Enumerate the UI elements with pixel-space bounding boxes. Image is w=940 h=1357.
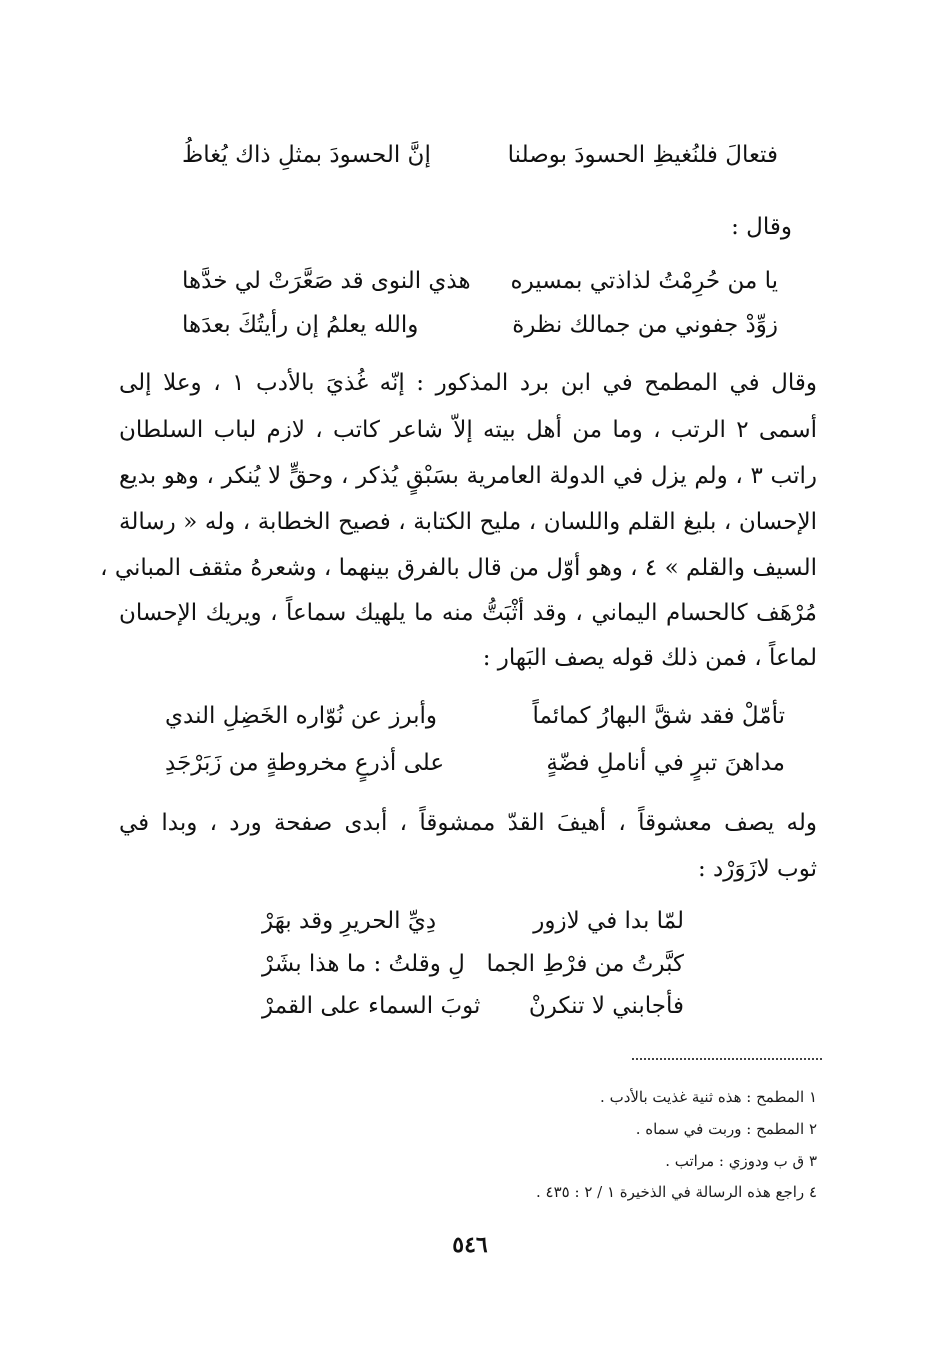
verse-line — [262, 951, 684, 981]
paragraph-line: وقال في المطمح في ابن برد المذكور : إنّه غُذيَ بالأدب ١ ، وعلا إلى — [119, 370, 817, 396]
verse-hemistich-second: إنَّ الحسودَ بمثلِ ذاك يُغاظُ — [182, 142, 431, 168]
verse-hemistich-first: فتعالَ فلنُغيظِ الحسودَ بوصلنا — [507, 142, 778, 168]
verse-hemistich-second: ثوبَ السماء على القمرْ — [262, 993, 481, 1019]
paragraph-line: لماعاً ، فمن ذلك قوله يصف البَهار : — [482, 645, 817, 671]
verse-hemistich-first: يا من حُرِمْتُ لذاذتي بمسيره — [510, 268, 778, 294]
poem-intro: وقال : — [731, 214, 792, 240]
verse-hemistich-second: وأبرز عن نُوّاره الخَضِلِ الندي — [165, 703, 438, 729]
paragraph-line: أسمى ٢ الرتب ، وما من أهل بيته إلاّ شاعر كاتب ، لازم لباب السلطان — [119, 417, 817, 443]
footnote: ١ المطمح : هذه ثنية غذيت بالأدب . — [600, 1088, 817, 1106]
verse-hemistich-second: والله يعلمُ إن رأيتُكَ بعدَها — [182, 312, 419, 338]
paragraph-line: ثوب لازَوَرْد : — [698, 856, 817, 882]
verse-line — [165, 703, 785, 733]
footnote: ٣ ق ب ودوزي : مراتب . — [665, 1152, 817, 1170]
verse-hemistich-first: لمّا بدا في لازور — [533, 908, 684, 934]
verse-line — [165, 750, 785, 780]
paragraph-line: راتب ٣ ، ولم يزل في الدولة العامرية بسَبْقٍ يُذكر ، وحقٍّ لا يُنكر ، وهو بديع — [119, 463, 818, 489]
verse-hemistich-second: على أذرعٍ مخروطةٍ من زَبَرْجَدِ — [165, 750, 445, 776]
verse-hemistich-second: هذي النوى قد صَعَّرَتْ لي خدَّها — [182, 268, 471, 294]
paragraph-line: وله يصف معشوقاً ، أهيفَ القدّ ممشوقاً ، أبدى صفحة ورد ، وبدا في — [119, 810, 817, 836]
verse-line — [262, 993, 684, 1023]
paragraph-line: السيف والقلم » ٤ ، وهو أوّل من قال بالفرق بينهما ، وشعرهُ مثقف المباني ، — [100, 555, 817, 581]
verse-hemistich-first: تأمّلْ فقد شقَّ البهارُ كمائماً — [532, 703, 785, 729]
verse-hemistich-first: مداهنَ تبرٍ في أناملِ فضّةٍ — [546, 750, 785, 776]
verse-hemistich-first: زوِّدْ جفوني من جمالك نظرة — [512, 312, 778, 338]
verse-line — [262, 908, 684, 938]
paragraph-line: مُرْهَف كالحسام اليماني ، وقد أثْبَتُّ منه ما يلهيك سماعاً ، ويريك الإحسان — [119, 600, 817, 626]
verse-hemistich-second: دِيِّ الحريرِ وقد بهَرْ — [262, 908, 437, 934]
verse-line — [182, 142, 778, 172]
verse-line — [182, 312, 778, 342]
footnote: ٢ المطمح : وربت في سماه . — [635, 1120, 817, 1138]
footnote: ٤ راجع هذه الرسالة في الذخيرة ١ / ٢ : ٤٣٥ . — [536, 1183, 817, 1201]
footnote-divider — [632, 1058, 822, 1060]
paragraph-line: الإحسان ، بليغ القلم واللسان ، مليح الكتابة ، فصيح الخطابة ، وله « رسالة — [119, 509, 817, 535]
verse-hemistich-second: لِ وقلتُ : ما هذا بشَرْ — [262, 951, 465, 977]
verse-hemistich-first: فأجابني لا تنكرنْ — [528, 993, 684, 1019]
verse-line — [182, 268, 778, 298]
verse-hemistich-first: كبَّرتُ من فرْطِ الجما — [486, 951, 684, 977]
page-number: ٥٤٦ — [452, 1232, 488, 1258]
